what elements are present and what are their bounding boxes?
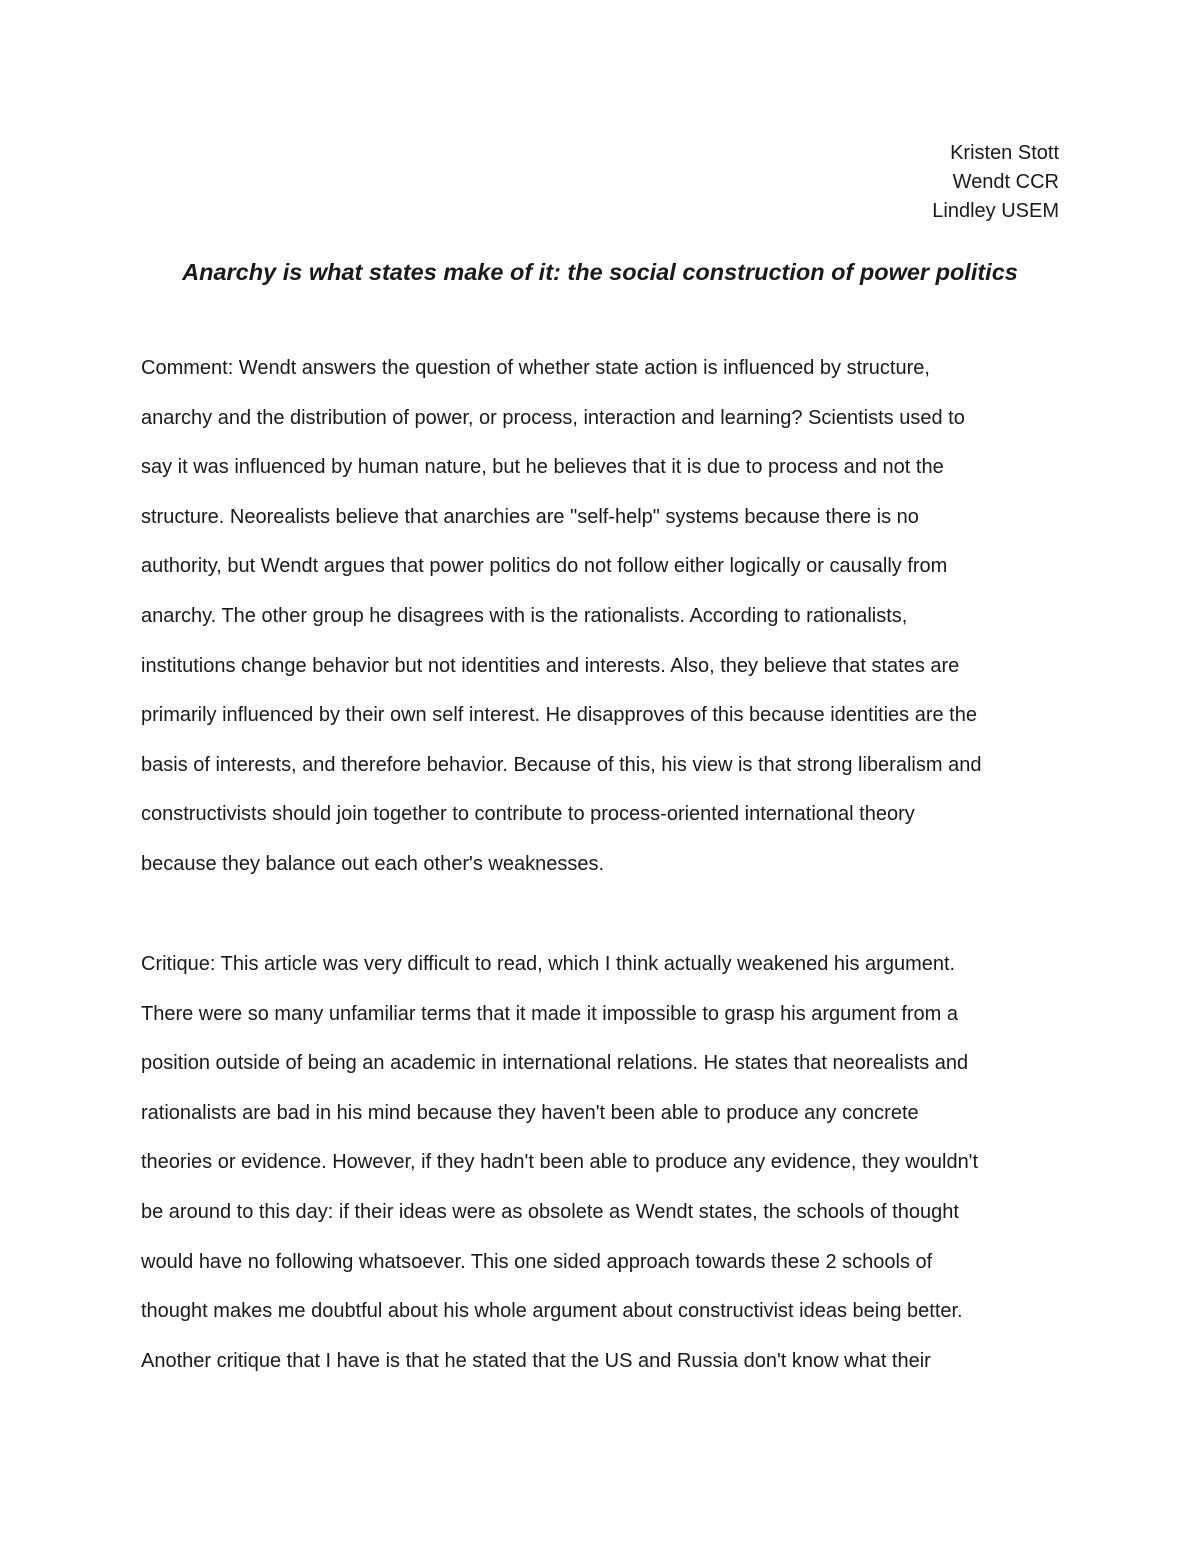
paragraph-line: constructivists should join together to contribute to process-oriented international theory <box>141 803 915 826</box>
paragraph-line: because they balance out each other's weaknesses. <box>141 852 605 875</box>
paragraph-line: thought makes me doubtful about his whole argument about constructivist ideas being better. <box>141 1300 963 1323</box>
comment-paragraph <box>141 344 1071 890</box>
paragraph-line: be around to this day: if their ideas were as obsolete as Wendt states, the schools of thought <box>141 1200 959 1223</box>
paragraph-line: position outside of being an academic in international relations. He states that neorealists and <box>141 1052 969 1075</box>
paragraph-line: basis of interests, and therefore behavior. Because of this, his view is that strong liberalism and <box>141 753 982 776</box>
paragraph-line: anarchy. The other group he disagrees with is the rationalists. According to rationalists, <box>141 604 908 627</box>
assignment-name: Wendt CCR <box>952 171 1059 193</box>
paragraph-line: theories or evidence. However, if they hadn't been able to produce any evidence, they wouldn't <box>141 1151 979 1174</box>
author-name: Kristen Stott <box>950 142 1059 164</box>
paragraph-line: primarily influenced by their own self interest. He disapproves of this because identities are the <box>141 704 977 727</box>
header-block <box>932 139 1059 226</box>
paragraph-line: Another critique that I have is that he stated that the US and Russia don't know what their <box>141 1349 931 1372</box>
paragraph-line: anarchy and the distribution of power, or process, interaction and learning? Scientists used to <box>141 406 965 429</box>
critique-paragraph <box>141 940 1071 1386</box>
document-title: Anarchy is what states make of it: the social construction of power politics <box>182 259 1018 285</box>
paragraph-line: institutions change behavior but not identities and interests. Also, they believe that states are <box>141 654 960 677</box>
paragraph-line: There were so many unfamiliar terms that it made it impossible to grasp his argument from a <box>141 1002 958 1025</box>
paragraph-line: say it was influenced by human nature, but he believes that it is due to process and not the <box>141 456 944 479</box>
course-name: Lindley USEM <box>932 200 1059 222</box>
paragraph-line: Comment: Wendt answers the question of whether state action is influenced by structure, <box>141 357 930 379</box>
paragraph-line: rationalists are bad in his mind because they haven't been able to produce any concrete <box>141 1101 919 1124</box>
paragraph-line: Critique: This article was very difficult to read, which I think actually weakened his argument. <box>141 953 956 975</box>
paragraph-line: structure. Neorealists believe that anarchies are "self-help" systems because there is no <box>141 505 919 528</box>
paragraph-line: would have no following whatsoever. This one sided approach towards these 2 schools of <box>141 1250 933 1273</box>
paragraph-line: authority, but Wendt argues that power politics do not follow either logically or causally from <box>141 555 948 578</box>
